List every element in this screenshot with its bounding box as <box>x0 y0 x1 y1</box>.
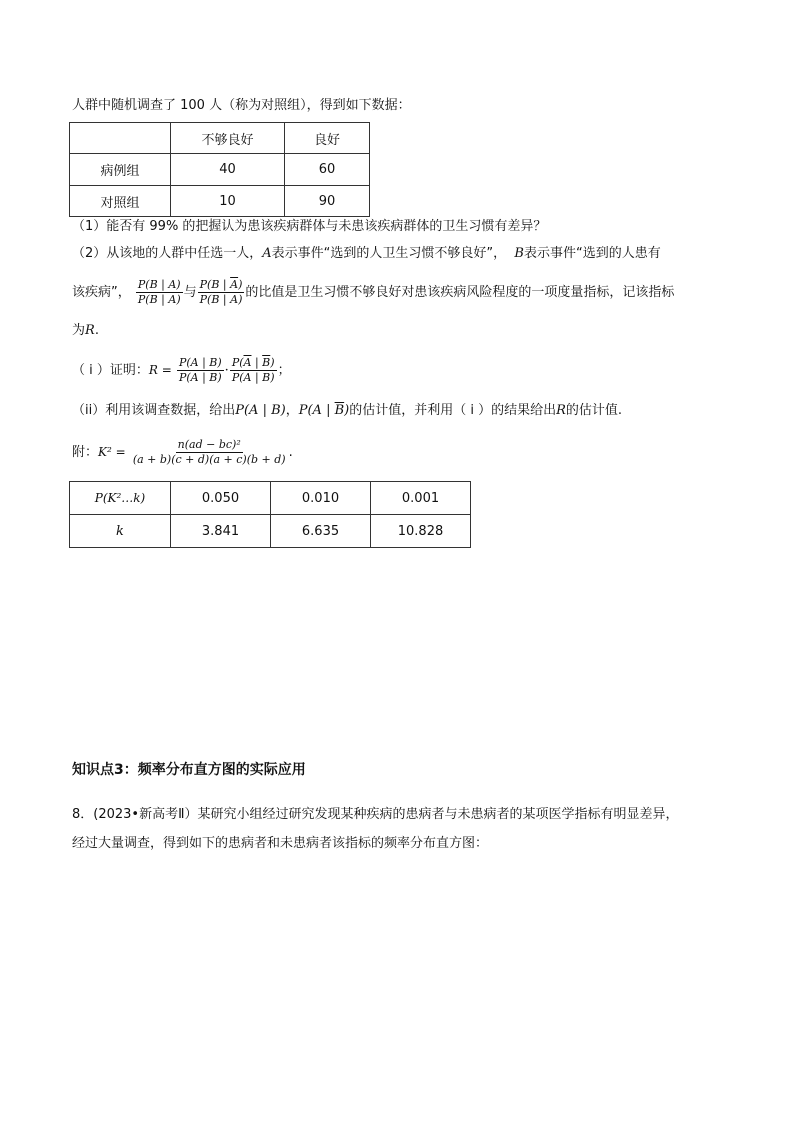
critical-value-table <box>69 481 471 548</box>
table2-cell: 0.001 <box>371 482 471 515</box>
ratio-fraction-2: $\frac{P(B | \overline{A})}{P(\overline{B} | \overline{A})}$ <box>199 278 243 306</box>
knowledge-point-heading: 知识点3：频率分布直方图的实际应用 <box>72 762 306 778</box>
ratio-fraction-1: $\frac{P(B | A)}{P(\overline{B} | A)}$ <box>137 278 181 306</box>
question-i: （ i ）证明：R = $\frac{P(A | B)}{P(\overline{A} | B)}$ · $\frac{P(\overline{A} | \overline{B})}{P(A | \overline{B})}$ ； <box>72 356 291 384</box>
table2-cell: 0.010 <box>271 482 371 515</box>
chi-square-fraction: $\frac{\text{n(ad − bc)²}}{(a + b)(c + d)(a + c)(b + d)}$ <box>132 438 286 466</box>
table2-cell: 0.050 <box>171 482 271 515</box>
table1-header-empty <box>70 123 171 154</box>
table2-cell: 10.828 <box>371 515 471 548</box>
question-1: （1）能否有 99% 的把握认为患该疾病群体与未患该疾病群体的卫生习惯有差异？ <box>72 219 547 234</box>
question-2-line-3: 为R. <box>72 323 99 338</box>
table1-header-good: 良好 <box>285 123 370 154</box>
intro-line: 人群中随机调查了 100 人（称为对照组），得到如下数据： <box>72 98 411 113</box>
table1-cell: 40 <box>171 154 285 186</box>
question-2-line-1: （2）从该地的人群中任选一人，A表示事件“选到的人卫生习惯不够良好”， B表示事件“选到的人患有 <box>72 246 661 261</box>
table1-row-label: 病例组 <box>70 154 171 186</box>
table1-cell: 10 <box>171 186 285 217</box>
table2-cell: 3.841 <box>171 515 271 548</box>
proof-fraction-1: $\frac{P(A | B)}{P(\overline{A} | B)}$ <box>178 356 222 384</box>
table2-row2-label: k <box>70 515 171 548</box>
question-2-line-2: 该疾病”， $\frac{P(B | A)}{P(\overline{B} | A)}$ 与 $\frac{P(B | \overline{A})}{P(\overline{B} | \overline{A})}$ 的比值是卫生习惯不够良好对患该疾病风险程度的一项度量指标，记该指标 <box>72 278 675 306</box>
survey-table <box>69 122 370 217</box>
question-8-line-1: 8．(2023•新高考Ⅱ）某研究小组经过研究发现某种疾病的患病者与未患病者的某项医学指标有明显差异， <box>72 807 679 822</box>
table1-row-label: 对照组 <box>70 186 171 217</box>
proof-fraction-2: $\frac{P(\overline{A} | \overline{B})}{P(A | \overline{B})}$ <box>231 356 275 384</box>
question-8-line-2: 经过大量调查，得到如下的患病者和未患病者该指标的频率分布直方图： <box>72 836 489 851</box>
table1-cell: 60 <box>285 154 370 186</box>
table1-header-not-good: 不够良好 <box>171 123 285 154</box>
appendix-formula: 附：K² = $\frac{\text{n(ad − bc)²}}{(a + b)(c + d)(a + c)(b + d)}$ . <box>72 438 293 466</box>
table2-cell: 6.635 <box>271 515 371 548</box>
table1-cell: 90 <box>285 186 370 217</box>
table2-row1-label: P(K²…k) <box>70 482 171 515</box>
question-ii: （ii）利用该调查数据，给出P(A | B)，P(A | $\overline{B}$)的估计值，并利用（ i ）的结果给出R的估计值. <box>72 403 623 418</box>
